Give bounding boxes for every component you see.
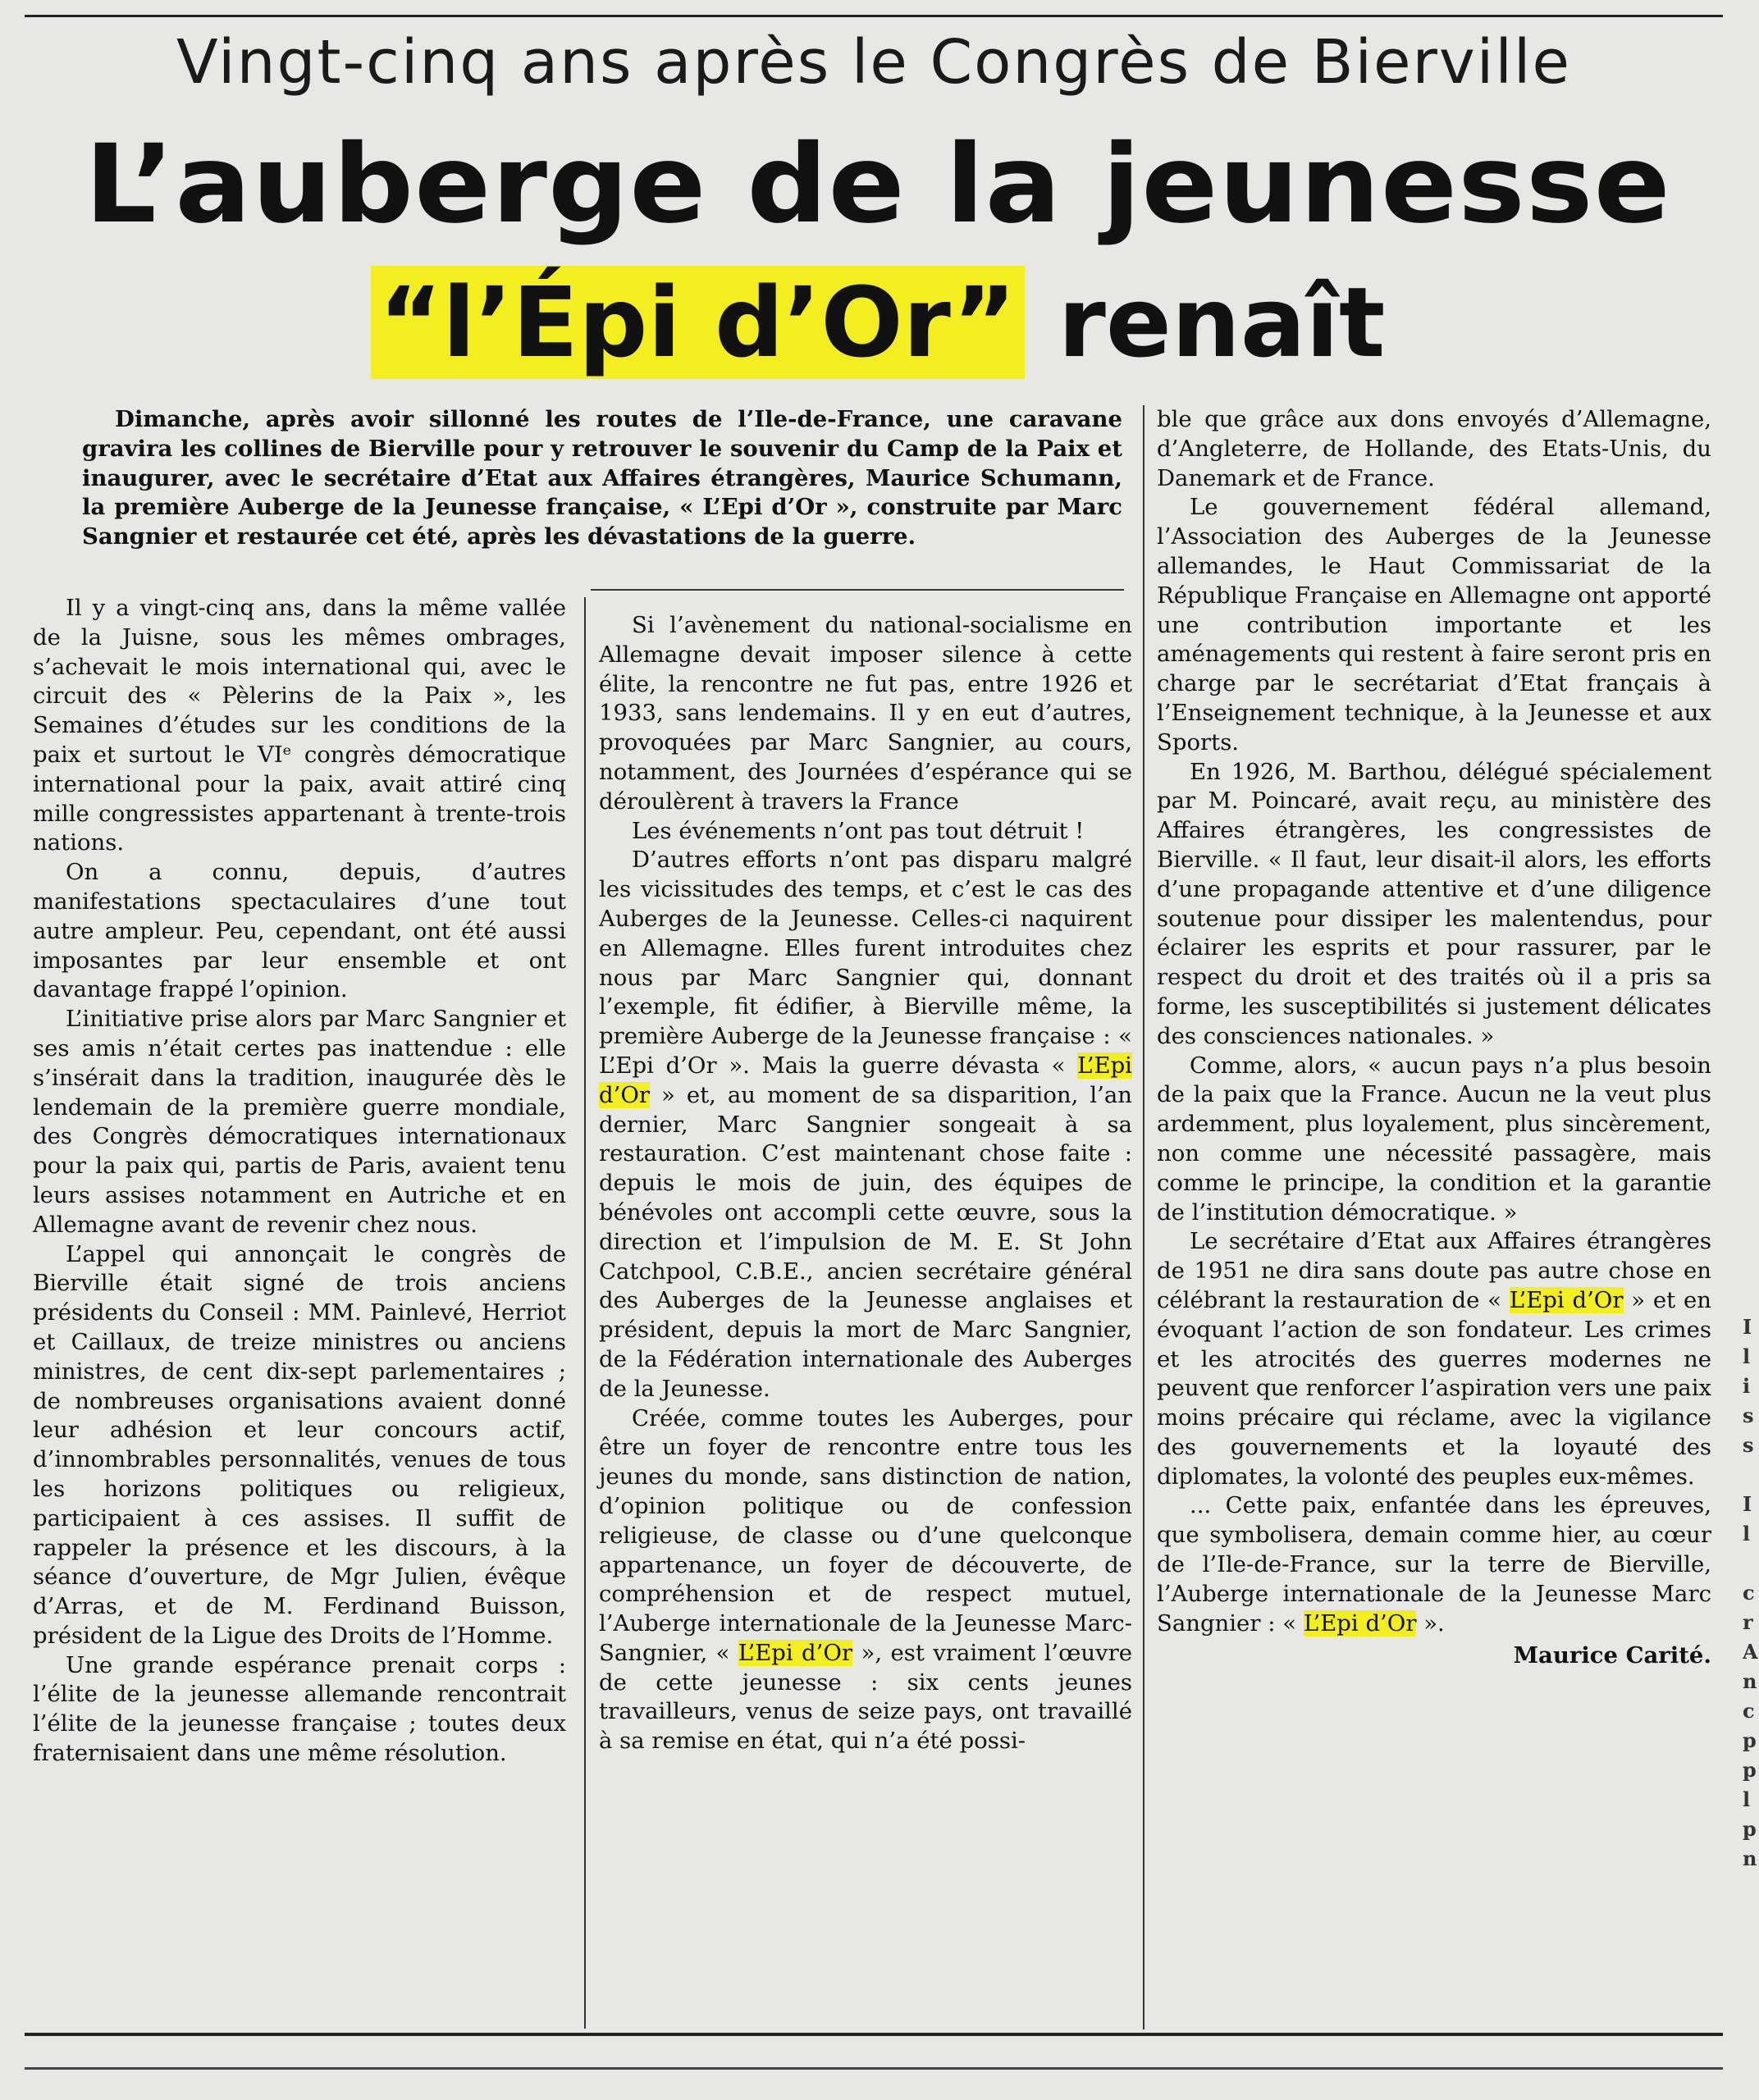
col2-text: D’autres efforts n’ont pas disparu malgré les vicissitudes des temps, et c’est le cas des Auberges de la Jeunesse. Celles-ci naquirent en Allemagne. Elles furent introduites chez nous par Marc Sangnier qui, donnant l’exemple, fit édifier, à Bierville même, la première Auberge de la Jeunesse française : « L’Epi d’Or ». Mais la guerre dévasta « <box>599 847 1132 1079</box>
fragment-letter: p <box>1743 1817 1757 1841</box>
col2-paragraph: Si l’avènement du national-socialisme en Allemagne devait imposer silence à cette élite, la rencontre ne fut pas, entre 1926 et 1933, sans lendemains. Il y en eut d’autres, provoquées par Marc Sangnier, au cours, notamment, des Journées d’espérance qui se déroulèrent à travers la France <box>599 612 1132 815</box>
fragment-letter: I <box>1743 1315 1752 1339</box>
col1-paragraph: L’initiative prise alors par Marc Sangnier et ses amis n’était certes pas inattendue : elle s’insérait dans la tradition, inaugurée dès le lendemain de la première guerre mondiale, des Congrès démocratiques internationaux pour la paix qui, partis de Paris, avaient tenu leurs assises notamment en Autriche et en Allemagne avant de revenir chez nous. <box>33 1006 566 1238</box>
col1-paragraph: Il y a vingt-cinq ans, dans la même vallée de la Juisne, sous les mêmes ombrages, s’achevait le mois international qui, avec le circuit des « Pèlerins de la Paix », les Semaines d’études sur les conditions de la paix et surtout le VIᵉ congrès démocratique international pour la paix, avait attiré cinq mille congressistes appartenant à trente-trois nations. <box>33 595 566 856</box>
col1-paragraph: On a connu, depuis, d’autres manifestations spectaculaires d’une tout autre ampleur. Peu, cependant, ont été aussi imposantes par leur ensemble et ont davantage frappé l’opinion. <box>33 859 566 1003</box>
column-1 <box>33 594 566 1769</box>
column-2 <box>599 611 1132 1756</box>
col2-text: » et, au moment de sa disparition, l’an dernier, Marc Sangnier songeait à sa restauration. C’est maintenant chose faite : depuis le mois de juin, des équipes de bénévoles ont accompli cette œuvre, sous la direction et l’impulsion de M. E. St John Catchpool, C.B.E., ancien secrétaire général des Auberges de la Jeunesse anglaises et président, depuis la mort de Marc Sangnier, de la Fédération internationale des Auberges de la Jeunesse. <box>599 1081 1132 1402</box>
col2-paragraph <box>599 846 1132 1404</box>
top-rule <box>25 15 1723 17</box>
col2-paragraph: Les événements n’ont pas tout détruit ! <box>632 817 1085 844</box>
headline: L’auberge de la jeunesse <box>85 121 1671 248</box>
bottom-rule-secondary <box>25 2067 1723 2070</box>
fragment-letter: I <box>1743 1492 1752 1516</box>
col2-text: Créée, comme toutes les Auberges, pour être un foyer de rencontre entre tous les jeunes du monde, sans distinction de nation, d’opinion politique ou de confession religieuse, de classe ou d’une quelconque appartenance, un foyer de découverte, de compréhension et de respect mutuel, l’Auberge internationale de la Jeunesse Marc-Sangnier, « <box>599 1404 1132 1666</box>
highlighted-epi-dor: L’Epi d’Or <box>1303 1609 1417 1637</box>
fragment-letter: s <box>1743 1433 1754 1457</box>
col3-text: ... Cette paix, enfantée dans les épreuves, que symbolisera, demain comme hier, au cœur de l’Ile-de-France, sur la terre de Bierville, l’Auberge internationale de la Jeunesse Marc Sangnier : « <box>1157 1492 1711 1637</box>
col3-paragraph <box>1157 1227 1711 1491</box>
subhead-verb: renaît <box>1058 266 1386 379</box>
column-rule-2 <box>1143 405 1144 2029</box>
highlighted-epi-dor: L’Epi d’Or <box>1509 1286 1624 1313</box>
col1-paragraph: L’appel qui annonçait le congrès de Bierville était signé de trois anciens présidents du Conseil : MM. Painlevé, Herriot et Caillaux, de treize ministres ou anciens ministres, de cent dix-sept parlementaires ; de nombreuses organisations avaient donné leur adhésion et leur concours actif, d’innombrables personnalités, venues de tous les horizons politiques ou religieux, participaient à ces assises. Il suffit de rappeler la présence et les discours, à la séance d’ouverture, de Mgr Julien, évêque d’Arras, et de M. Ferdinand Buisson, président de la Ligue des Droits de l’Homme. <box>33 1240 566 1649</box>
author-signature: Maurice Carité. <box>1513 1642 1711 1669</box>
highlighted-epi-dor: L’Epi d’Or <box>738 1639 853 1666</box>
col3-paragraph: En 1926, M. Barthou, délégué spécialement par M. Poincaré, avait reçu, au ministère des Affaires étrangères, les congressistes de Bierville. « Il faut, leur disait-il alors, les efforts d’une propagande attentive et d’une diligence soutenue pour dissiper les malentendus, pour éclairer les esprits et pour rassurer, par le respect du droit et des traités où il a pris sa forme, les susceptibilités si justement délicates des consciences nationales. » <box>1157 758 1711 1049</box>
fragment-letter: l <box>1743 1787 1751 1811</box>
highlighted-epi-dor: L’Epi d’Or <box>599 1052 1132 1108</box>
fragment-letter: p <box>1743 1758 1757 1782</box>
subhead-highlighted-title: “l’Épi d’Or” <box>371 266 1025 379</box>
col3-paragraph: ble que grâce aux dons envoyés d’Allemagne, d’Angleterre, de Hollande, des Etats-Unis, du Danemark et de France. <box>1157 406 1711 491</box>
fragment-letter: i <box>1743 1374 1751 1398</box>
col2-paragraph <box>599 1404 1132 1757</box>
fragment-letter: l <box>1743 1522 1751 1545</box>
kicker: Vingt-cinq ans après le Congrès de Bierville <box>176 27 1571 98</box>
fragment-letter: n <box>1743 1847 1757 1870</box>
col3-paragraph: Comme, alors, « aucun pays n’a plus besoin de la paix que la France. Aucun ne la veut plus ardemment, plus loyalement, plus sincèrement, non comme une nécessité passagère, mais comme le principe, la condition et la garantie de l’institution démocratique. » <box>1157 1052 1711 1226</box>
fragment-letter: s <box>1743 1404 1754 1427</box>
fragment-letter: c <box>1743 1699 1755 1723</box>
lead-text: Dimanche, après avoir sillonné les routes de l’Ile-de-France, une caravane gravira les collines de Bierville pour y retrouver le souvenir du Camp de la Paix et inaugurer, avec le secrétaire d’Etat aux Affaires étrangères, Maurice Schumann, la première Auberge de la Jeunesse française, « L’Epi d’Or », construite par Marc Sangnier et restaurée cet été, après les dévastations de la guerre. <box>82 406 1122 550</box>
bottom-rule <box>25 2033 1723 2036</box>
col1-paragraph: Une grande espérance prenait corps : l’élite de la jeunesse allemande rencontrait l’élite de la jeunesse française ; toutes deux fraternisaient dans une même résolution. <box>33 1651 566 1767</box>
column-rule-1 <box>584 597 586 2029</box>
col3-paragraph: Le gouvernement fédéral allemand, l’Association des Auberges de la Jeunesse allemandes, le Haut Commissariat de la République Française en Allemagne ont apporté une contribution importante et les aménagements qui restent à faire seront pris en charge par le secrétariat d’Etat français à l’Enseignement technique, à la Jeunesse et aux Sports. <box>1157 494 1711 756</box>
fragment-letter: A <box>1743 1640 1758 1664</box>
lead-paragraph <box>82 405 1122 552</box>
col3-paragraph <box>1157 1491 1711 1638</box>
col3-text: ». <box>1423 1609 1445 1637</box>
col3-text: Le secrétaire d’Etat aux Affaires étrangères de 1951 ne dira sans doute pas autre chose en célébrant la restauration de « <box>1157 1228 1711 1313</box>
fragment-letter: p <box>1743 1728 1757 1752</box>
lead-underline-rule <box>591 589 1124 591</box>
fragment-letter: l <box>1743 1344 1751 1368</box>
column-3 <box>1157 405 1711 1671</box>
fragment-letter: c <box>1743 1581 1755 1605</box>
subhead <box>25 261 1731 384</box>
col3-text: » et en évoquant l’action de son fondateur. Les crimes et les atrocités des guerres modernes ne peuvent que renforcer l’aspiration vers une paix moins précaire qui réclame, avec la vigilance des gouvernements et la loyauté des diplomates, la volonté des peuples eux-mêmes. <box>1157 1286 1711 1490</box>
fragment-letter: r <box>1743 1610 1753 1634</box>
cropped-neighbour-column <box>1743 1312 1759 1874</box>
col2-text: », est vraiment l’œuvre de cette jeunesse : six cents jeunes travailleurs, venus de seize pays, ont travaillé à sa remise en état, qui n’a été possi- <box>599 1639 1133 1755</box>
fragment-letter: n <box>1743 1669 1757 1693</box>
